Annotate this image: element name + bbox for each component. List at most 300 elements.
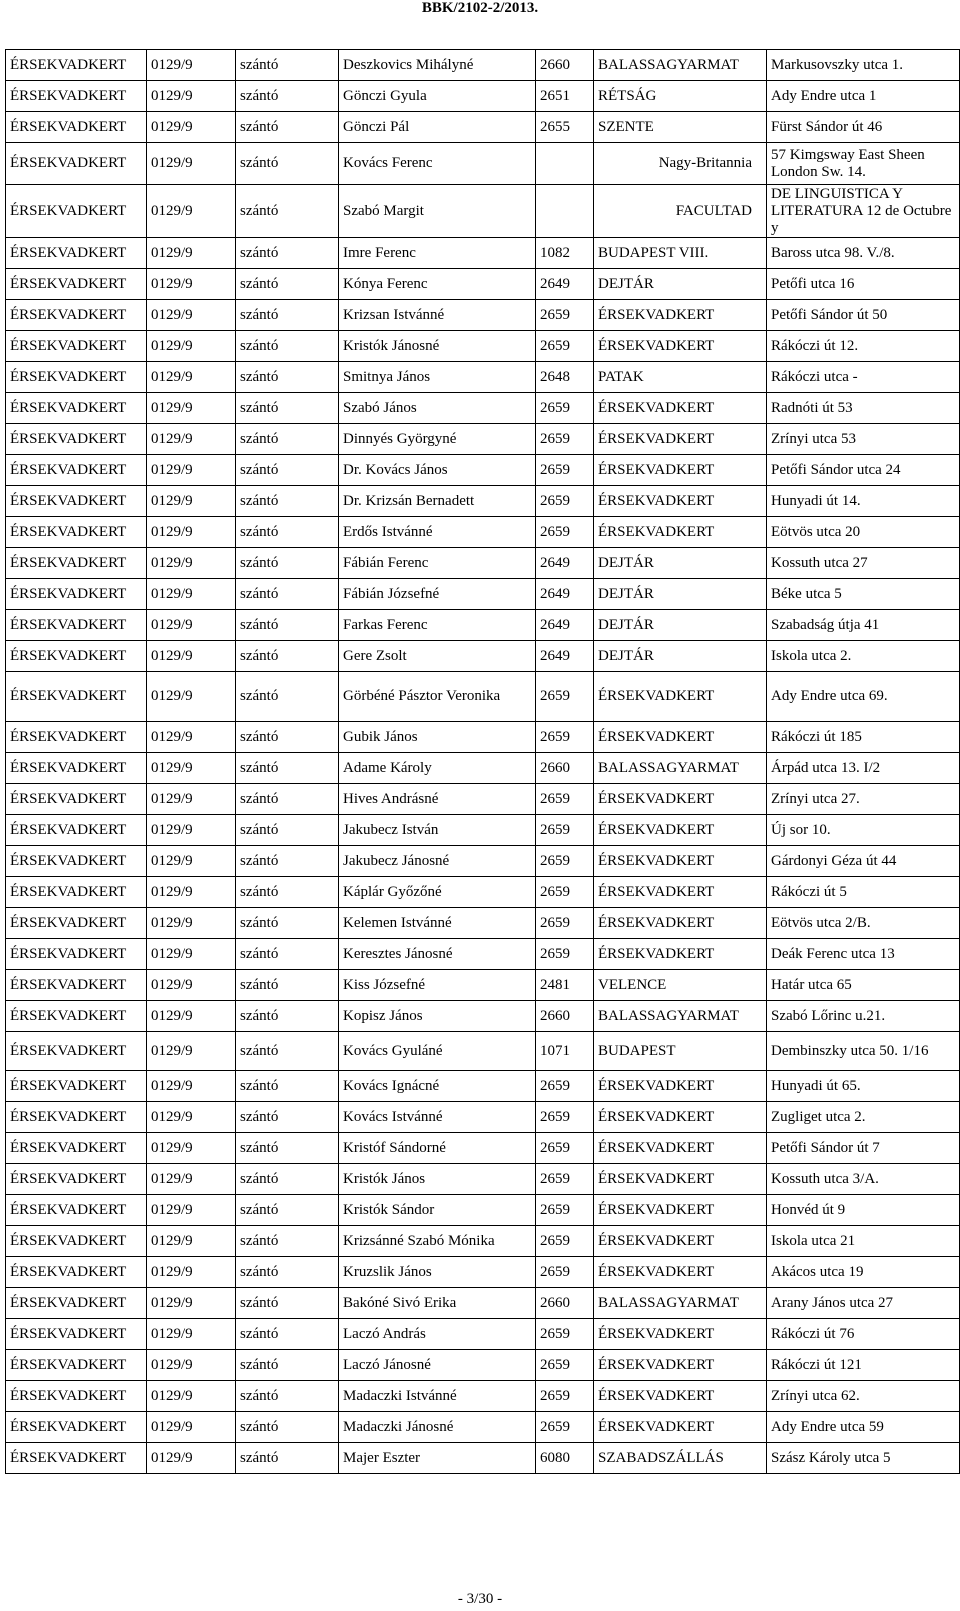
land-use-cell: szántó xyxy=(236,641,339,672)
postal-code-cell: 2649 xyxy=(536,548,594,579)
city-cell: ÉRSEKVADKERT xyxy=(594,672,767,722)
postal-code-cell: 2659 xyxy=(536,846,594,877)
owner-name-cell: Gönczi Gyula xyxy=(339,81,536,112)
settlement-cell: ÉRSEKVADKERT xyxy=(6,579,147,610)
owner-name-cell: Krizsánné Szabó Mónika xyxy=(339,1226,536,1257)
owner-name-cell: Kovács Ignácné xyxy=(339,1071,536,1102)
parcel-number-cell: 0129/9 xyxy=(147,1164,236,1195)
land-use-cell: szántó xyxy=(236,722,339,753)
settlement-cell: ÉRSEKVADKERT xyxy=(6,1226,147,1257)
owner-name-cell: Kovács Istvánné xyxy=(339,1102,536,1133)
land-use-cell: szántó xyxy=(236,269,339,300)
parcel-number-cell: 0129/9 xyxy=(147,610,236,641)
settlement-cell: ÉRSEKVADKERT xyxy=(6,455,147,486)
owner-name-cell: Gönczi Pál xyxy=(339,112,536,143)
address-cell: Rákóczi út 121 xyxy=(767,1350,960,1381)
land-use-cell: szántó xyxy=(236,1071,339,1102)
address-cell: Rákóczi út 185 xyxy=(767,722,960,753)
land-use-cell: szántó xyxy=(236,112,339,143)
parcel-number-cell: 0129/9 xyxy=(147,1288,236,1319)
postal-code-cell: 2648 xyxy=(536,362,594,393)
city-cell: ÉRSEKVADKERT xyxy=(594,1381,767,1412)
settlement-cell: ÉRSEKVADKERT xyxy=(6,1164,147,1195)
parcel-number-cell: 0129/9 xyxy=(147,81,236,112)
postal-code-cell: 2659 xyxy=(536,455,594,486)
land-use-cell: szántó xyxy=(236,185,339,238)
land-use-cell: szántó xyxy=(236,815,339,846)
table-row xyxy=(6,610,960,641)
parcel-number-cell: 0129/9 xyxy=(147,486,236,517)
postal-code-cell: 2659 xyxy=(536,1257,594,1288)
land-use-cell: szántó xyxy=(236,455,339,486)
owner-name-cell: Farkas Ferenc xyxy=(339,610,536,641)
postal-code-cell: 2481 xyxy=(536,970,594,1001)
city-cell: DEJTÁR xyxy=(594,610,767,641)
table-row xyxy=(6,784,960,815)
parcel-number-cell: 0129/9 xyxy=(147,579,236,610)
table-row xyxy=(6,1032,960,1071)
address-cell: Gárdonyi Géza út 44 xyxy=(767,846,960,877)
parcel-number-cell: 0129/9 xyxy=(147,908,236,939)
table-row xyxy=(6,455,960,486)
parcel-number-cell: 0129/9 xyxy=(147,1133,236,1164)
land-use-cell: szántó xyxy=(236,970,339,1001)
land-use-cell: szántó xyxy=(236,517,339,548)
owner-name-cell: Hives Andrásné xyxy=(339,784,536,815)
parcel-number-cell: 0129/9 xyxy=(147,362,236,393)
city-cell: ÉRSEKVADKERT xyxy=(594,1164,767,1195)
land-use-cell: szántó xyxy=(236,1319,339,1350)
postal-code-cell: 2659 xyxy=(536,1319,594,1350)
address-cell: Honvéd út 9 xyxy=(767,1195,960,1226)
settlement-cell: ÉRSEKVADKERT xyxy=(6,143,147,185)
city-cell: BALASSAGYARMAT xyxy=(594,1288,767,1319)
owner-name-cell: Madaczki Jánosné xyxy=(339,1412,536,1443)
parcel-number-cell: 0129/9 xyxy=(147,393,236,424)
land-use-cell: szántó xyxy=(236,548,339,579)
land-use-cell: szántó xyxy=(236,672,339,722)
postal-code-cell: 2659 xyxy=(536,784,594,815)
address-cell: Petőfi Sándor út 50 xyxy=(767,300,960,331)
parcel-number-cell: 0129/9 xyxy=(147,238,236,269)
city-cell: RÉTSÁG xyxy=(594,81,767,112)
city-cell: ÉRSEKVADKERT xyxy=(594,331,767,362)
postal-code-cell: 2659 xyxy=(536,424,594,455)
owner-name-cell: Majer Eszter xyxy=(339,1443,536,1474)
postal-code-cell: 2659 xyxy=(536,722,594,753)
owner-name-cell: Kelemen Istvánné xyxy=(339,908,536,939)
land-use-cell: szántó xyxy=(236,1102,339,1133)
table-row xyxy=(6,908,960,939)
settlement-cell: ÉRSEKVADKERT xyxy=(6,784,147,815)
parcel-number-cell: 0129/9 xyxy=(147,1257,236,1288)
owner-name-cell: Dr. Krizsán Bernadett xyxy=(339,486,536,517)
address-cell: Zrínyi utca 27. xyxy=(767,784,960,815)
settlement-cell: ÉRSEKVADKERT xyxy=(6,846,147,877)
parcel-number-cell: 0129/9 xyxy=(147,1195,236,1226)
postal-code-cell: 2649 xyxy=(536,610,594,641)
parcel-number-cell: 0129/9 xyxy=(147,548,236,579)
postal-code-cell: 2659 xyxy=(536,815,594,846)
table-row xyxy=(6,1164,960,1195)
owner-name-cell: Laczó András xyxy=(339,1319,536,1350)
land-use-cell: szántó xyxy=(236,1001,339,1032)
table-row xyxy=(6,81,960,112)
postal-code-cell: 2659 xyxy=(536,1133,594,1164)
owner-name-cell: Bakóné Sivó Erika xyxy=(339,1288,536,1319)
settlement-cell: ÉRSEKVADKERT xyxy=(6,1071,147,1102)
settlement-cell: ÉRSEKVADKERT xyxy=(6,1319,147,1350)
land-use-cell: szántó xyxy=(236,238,339,269)
address-cell: Markusovszky utca 1. xyxy=(767,50,960,81)
postal-code-cell: 2659 xyxy=(536,393,594,424)
settlement-cell: ÉRSEKVADKERT xyxy=(6,722,147,753)
land-use-cell: szántó xyxy=(236,81,339,112)
address-cell: Eötvös utca 2/B. xyxy=(767,908,960,939)
city-cell: SZABADSZÁLLÁS xyxy=(594,1443,767,1474)
city-cell: ÉRSEKVADKERT xyxy=(594,393,767,424)
table-row xyxy=(6,517,960,548)
land-use-cell: szántó xyxy=(236,1381,339,1412)
land-use-cell: szántó xyxy=(236,939,339,970)
postal-code-cell: 2655 xyxy=(536,112,594,143)
settlement-cell: ÉRSEKVADKERT xyxy=(6,1133,147,1164)
parcel-number-cell: 0129/9 xyxy=(147,185,236,238)
table-row xyxy=(6,1319,960,1350)
table-row xyxy=(6,486,960,517)
parcel-number-cell: 0129/9 xyxy=(147,455,236,486)
parcel-number-cell: 0129/9 xyxy=(147,517,236,548)
address-cell: Deák Ferenc utca 13 xyxy=(767,939,960,970)
settlement-cell: ÉRSEKVADKERT xyxy=(6,1195,147,1226)
postal-code-cell: 2659 xyxy=(536,300,594,331)
address-cell: Iskola utca 21 xyxy=(767,1226,960,1257)
settlement-cell: ÉRSEKVADKERT xyxy=(6,815,147,846)
postal-code-cell: 2659 xyxy=(536,939,594,970)
table-row xyxy=(6,1102,960,1133)
owner-name-cell: Jakubecz István xyxy=(339,815,536,846)
postal-code-cell: 2659 xyxy=(536,908,594,939)
postal-code-cell: 2659 xyxy=(536,331,594,362)
address-cell: Zrínyi utca 62. xyxy=(767,1381,960,1412)
address-cell: Petőfi Sándor út 7 xyxy=(767,1133,960,1164)
address-cell: Rákóczi út 5 xyxy=(767,877,960,908)
settlement-cell: ÉRSEKVADKERT xyxy=(6,610,147,641)
settlement-cell: ÉRSEKVADKERT xyxy=(6,908,147,939)
land-use-cell: szántó xyxy=(236,143,339,185)
table-row xyxy=(6,1443,960,1474)
document-reference: BBK/2102-2/2013. xyxy=(421,0,539,16)
parcel-number-cell: 0129/9 xyxy=(147,970,236,1001)
city-cell: DEJTÁR xyxy=(594,269,767,300)
postal-code-cell: 2659 xyxy=(536,672,594,722)
address-cell: Szabó Lőrinc u.21. xyxy=(767,1001,960,1032)
postal-code-cell: 2659 xyxy=(536,1226,594,1257)
city-cell: ÉRSEKVADKERT xyxy=(594,939,767,970)
postal-code-cell: 2659 xyxy=(536,1071,594,1102)
address-cell: Akácos utca 19 xyxy=(767,1257,960,1288)
parcel-number-cell: 0129/9 xyxy=(147,939,236,970)
land-use-cell: szántó xyxy=(236,50,339,81)
parcel-number-cell: 0129/9 xyxy=(147,424,236,455)
page-number: - 3/30 - xyxy=(457,1591,503,1607)
land-use-cell: szántó xyxy=(236,331,339,362)
postal-code-cell: 2660 xyxy=(536,50,594,81)
owner-name-cell: Krizsan Istvánné xyxy=(339,300,536,331)
city-cell: ÉRSEKVADKERT xyxy=(594,877,767,908)
address-cell: Szász Károly utca 5 xyxy=(767,1443,960,1474)
land-use-cell: szántó xyxy=(236,610,339,641)
settlement-cell: ÉRSEKVADKERT xyxy=(6,185,147,238)
table-row xyxy=(6,269,960,300)
city-cell: ÉRSEKVADKERT xyxy=(594,722,767,753)
table-row xyxy=(6,939,960,970)
address-cell: Fürst Sándor út 46 xyxy=(767,112,960,143)
address-cell: Radnóti út 53 xyxy=(767,393,960,424)
city-cell: PATAK xyxy=(594,362,767,393)
address-cell: Árpád utca 13. I/2 xyxy=(767,753,960,784)
address-cell: Arany János utca 27 xyxy=(767,1288,960,1319)
address-cell: 57 Kimgsway East Sheen London Sw. 14. xyxy=(767,143,960,185)
address-cell: Ady Endre utca 59 xyxy=(767,1412,960,1443)
city-cell: ÉRSEKVADKERT xyxy=(594,1102,767,1133)
owner-name-cell: Dinnyés Györgyné xyxy=(339,424,536,455)
table-row xyxy=(6,1288,960,1319)
owner-name-cell: Kónya Ferenc xyxy=(339,269,536,300)
city-cell: ÉRSEKVADKERT xyxy=(594,517,767,548)
postal-code-cell: 2660 xyxy=(536,1001,594,1032)
settlement-cell: ÉRSEKVADKERT xyxy=(6,424,147,455)
city-cell: ÉRSEKVADKERT xyxy=(594,846,767,877)
postal-code-cell: 2659 xyxy=(536,877,594,908)
postal-code-cell: 2659 xyxy=(536,1164,594,1195)
table-row xyxy=(6,1350,960,1381)
table-row xyxy=(6,815,960,846)
owner-name-cell: Gubik János xyxy=(339,722,536,753)
settlement-cell: ÉRSEKVADKERT xyxy=(6,269,147,300)
city-cell: ÉRSEKVADKERT xyxy=(594,815,767,846)
owner-name-cell: Imre Ferenc xyxy=(339,238,536,269)
parcel-number-cell: 0129/9 xyxy=(147,1102,236,1133)
land-use-cell: szántó xyxy=(236,846,339,877)
parcel-number-cell: 0129/9 xyxy=(147,722,236,753)
parcel-number-cell: 0129/9 xyxy=(147,1443,236,1474)
address-cell: Ady Endre utca 1 xyxy=(767,81,960,112)
owner-name-cell: Dr. Kovács János xyxy=(339,455,536,486)
table-row xyxy=(6,877,960,908)
parcel-number-cell: 0129/9 xyxy=(147,877,236,908)
settlement-cell: ÉRSEKVADKERT xyxy=(6,1001,147,1032)
city-cell: ÉRSEKVADKERT xyxy=(594,300,767,331)
owner-name-cell: Kruzslik János xyxy=(339,1257,536,1288)
land-use-cell: szántó xyxy=(236,1288,339,1319)
table-row xyxy=(6,753,960,784)
settlement-cell: ÉRSEKVADKERT xyxy=(6,300,147,331)
owner-name-cell: Gere Zsolt xyxy=(339,641,536,672)
settlement-cell: ÉRSEKVADKERT xyxy=(6,486,147,517)
address-cell: Új sor 10. xyxy=(767,815,960,846)
parcel-number-cell: 0129/9 xyxy=(147,1071,236,1102)
owners-table xyxy=(5,49,960,1474)
city-cell: ÉRSEKVADKERT xyxy=(594,455,767,486)
table-row xyxy=(6,722,960,753)
land-use-cell: szántó xyxy=(236,362,339,393)
parcel-number-cell: 0129/9 xyxy=(147,641,236,672)
city-cell: ÉRSEKVADKERT xyxy=(594,908,767,939)
settlement-cell: ÉRSEKVADKERT xyxy=(6,672,147,722)
land-use-cell: szántó xyxy=(236,1257,339,1288)
settlement-cell: ÉRSEKVADKERT xyxy=(6,753,147,784)
table-row xyxy=(6,362,960,393)
land-use-cell: szántó xyxy=(236,300,339,331)
land-use-cell: szántó xyxy=(236,393,339,424)
city-cell: ÉRSEKVADKERT xyxy=(594,1133,767,1164)
parcel-number-cell: 0129/9 xyxy=(147,753,236,784)
table-row xyxy=(6,1257,960,1288)
address-cell: Rákóczi út 76 xyxy=(767,1319,960,1350)
parcel-number-cell: 0129/9 xyxy=(147,331,236,362)
postal-code-cell: 2660 xyxy=(536,1288,594,1319)
settlement-cell: ÉRSEKVADKERT xyxy=(6,1381,147,1412)
parcel-number-cell: 0129/9 xyxy=(147,1412,236,1443)
city-cell: ÉRSEKVADKERT xyxy=(594,1350,767,1381)
table-row xyxy=(6,1001,960,1032)
address-cell: Ady Endre utca 69. xyxy=(767,672,960,722)
settlement-cell: ÉRSEKVADKERT xyxy=(6,1032,147,1071)
table-row xyxy=(6,1195,960,1226)
owner-name-cell: Deszkovics Mihályné xyxy=(339,50,536,81)
settlement-cell: ÉRSEKVADKERT xyxy=(6,970,147,1001)
owner-name-cell: Szabó János xyxy=(339,393,536,424)
city-cell: FACULTAD xyxy=(594,185,767,238)
city-cell: SZENTE xyxy=(594,112,767,143)
parcel-number-cell: 0129/9 xyxy=(147,1319,236,1350)
table-row xyxy=(6,672,960,722)
parcel-number-cell: 0129/9 xyxy=(147,672,236,722)
table-row xyxy=(6,579,960,610)
parcel-number-cell: 0129/9 xyxy=(147,1226,236,1257)
address-cell: Eötvös utca 20 xyxy=(767,517,960,548)
owner-name-cell: Smitnya János xyxy=(339,362,536,393)
settlement-cell: ÉRSEKVADKERT xyxy=(6,331,147,362)
city-cell: DEJTÁR xyxy=(594,579,767,610)
parcel-number-cell: 0129/9 xyxy=(147,50,236,81)
address-cell: Iskola utca 2. xyxy=(767,641,960,672)
address-cell: Rákóczi utca - xyxy=(767,362,960,393)
table-row xyxy=(6,1071,960,1102)
postal-code-cell: 2651 xyxy=(536,81,594,112)
city-cell: ÉRSEKVADKERT xyxy=(594,424,767,455)
parcel-number-cell: 0129/9 xyxy=(147,1032,236,1071)
land-use-cell: szántó xyxy=(236,784,339,815)
city-cell: ÉRSEKVADKERT xyxy=(594,486,767,517)
parcel-number-cell: 0129/9 xyxy=(147,143,236,185)
city-cell: ÉRSEKVADKERT xyxy=(594,784,767,815)
land-use-cell: szántó xyxy=(236,1350,339,1381)
postal-code-cell: 2659 xyxy=(536,517,594,548)
settlement-cell: ÉRSEKVADKERT xyxy=(6,50,147,81)
city-cell: ÉRSEKVADKERT xyxy=(594,1226,767,1257)
table-row xyxy=(6,1412,960,1443)
land-use-cell: szántó xyxy=(236,908,339,939)
postal-code-cell: 2659 xyxy=(536,1412,594,1443)
owner-name-cell: Kristók János xyxy=(339,1164,536,1195)
table-row xyxy=(6,1133,960,1164)
parcel-number-cell: 0129/9 xyxy=(147,300,236,331)
settlement-cell: ÉRSEKVADKERT xyxy=(6,641,147,672)
table-row xyxy=(6,548,960,579)
postal-code-cell: 2649 xyxy=(536,641,594,672)
owner-name-cell: Szabó Margit xyxy=(339,185,536,238)
parcel-number-cell: 0129/9 xyxy=(147,815,236,846)
parcel-number-cell: 0129/9 xyxy=(147,784,236,815)
table-row xyxy=(6,300,960,331)
owner-name-cell: Kovács Gyuláné xyxy=(339,1032,536,1071)
settlement-cell: ÉRSEKVADKERT xyxy=(6,112,147,143)
city-cell: VELENCE xyxy=(594,970,767,1001)
city-cell: BALASSAGYARMAT xyxy=(594,1001,767,1032)
address-cell: Szabadság útja 41 xyxy=(767,610,960,641)
owner-name-cell: Kristóf Sándorné xyxy=(339,1133,536,1164)
city-cell: ÉRSEKVADKERT xyxy=(594,1195,767,1226)
postal-code-cell: 2649 xyxy=(536,579,594,610)
table-row xyxy=(6,846,960,877)
table-row xyxy=(6,143,960,185)
parcel-number-cell: 0129/9 xyxy=(147,269,236,300)
land-use-cell: szántó xyxy=(236,1412,339,1443)
city-cell: BUDAPEST VIII. xyxy=(594,238,767,269)
city-cell: ÉRSEKVADKERT xyxy=(594,1071,767,1102)
address-cell: Zugliget utca 2. xyxy=(767,1102,960,1133)
table-row xyxy=(6,238,960,269)
city-cell: DEJTÁR xyxy=(594,548,767,579)
owner-name-cell: Madaczki Istvánné xyxy=(339,1381,536,1412)
owner-name-cell: Keresztes Jánosné xyxy=(339,939,536,970)
postal-code-cell xyxy=(536,185,594,238)
address-cell: Hunyadi út 14. xyxy=(767,486,960,517)
settlement-cell: ÉRSEKVADKERT xyxy=(6,1102,147,1133)
address-cell: DE LINGUISTICA Y LITERATURA 12 de Octubre y xyxy=(767,185,960,238)
table-row xyxy=(6,331,960,362)
land-use-cell: szántó xyxy=(236,1443,339,1474)
owner-name-cell: Jakubecz Jánosné xyxy=(339,846,536,877)
land-use-cell: szántó xyxy=(236,486,339,517)
city-cell: ÉRSEKVADKERT xyxy=(594,1257,767,1288)
postal-code-cell: 6080 xyxy=(536,1443,594,1474)
settlement-cell: ÉRSEKVADKERT xyxy=(6,1412,147,1443)
table-row xyxy=(6,185,960,238)
table-row xyxy=(6,424,960,455)
city-cell: Nagy-Britannia xyxy=(594,143,767,185)
postal-code-cell: 2659 xyxy=(536,1350,594,1381)
address-cell: Kossuth utca 3/A. xyxy=(767,1164,960,1195)
address-cell: Baross utca 98. V./8. xyxy=(767,238,960,269)
owner-name-cell: Káplár Győzőné xyxy=(339,877,536,908)
city-cell: BUDAPEST xyxy=(594,1032,767,1071)
owner-name-cell: Erdős Istvánné xyxy=(339,517,536,548)
owner-name-cell: Adame Károly xyxy=(339,753,536,784)
land-use-cell: szántó xyxy=(236,1195,339,1226)
table-row xyxy=(6,112,960,143)
postal-code-cell: 2659 xyxy=(536,486,594,517)
city-cell: ÉRSEKVADKERT xyxy=(594,1319,767,1350)
city-cell: BALASSAGYARMAT xyxy=(594,50,767,81)
address-cell: Zrínyi utca 53 xyxy=(767,424,960,455)
owner-name-cell: Kovács Ferenc xyxy=(339,143,536,185)
land-use-cell: szántó xyxy=(236,877,339,908)
postal-code-cell: 1071 xyxy=(536,1032,594,1071)
table-row xyxy=(6,1381,960,1412)
